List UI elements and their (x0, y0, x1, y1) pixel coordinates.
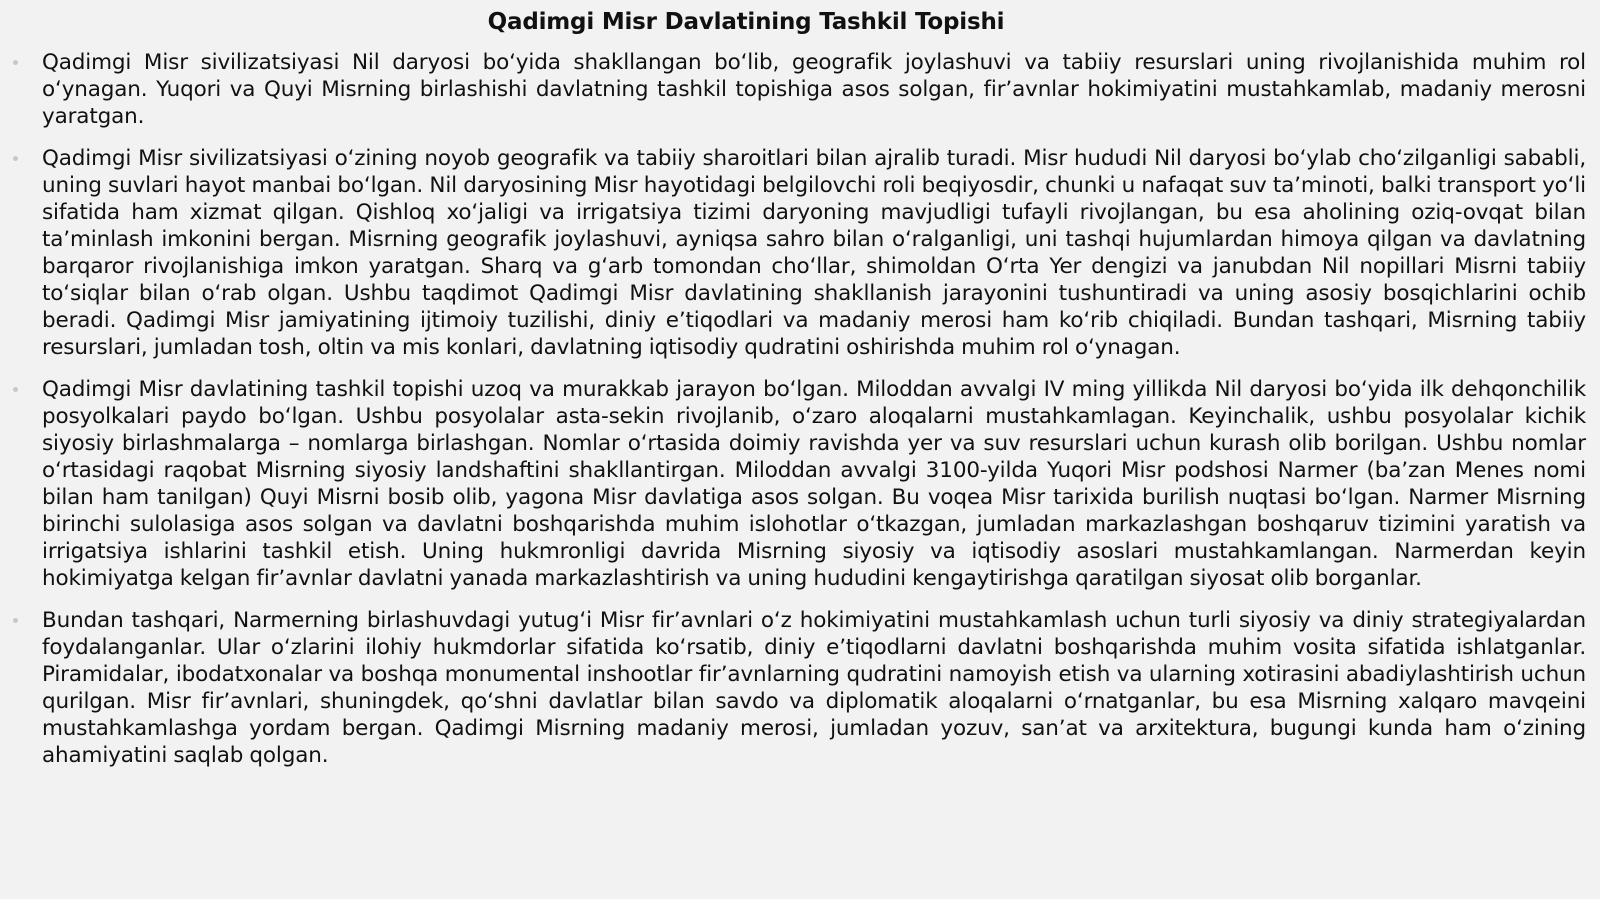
bullet-item-3 (0, 376, 1600, 592)
slide-title: Qadimgi Misr Davlatining Tashkil Topishi (487, 9, 1005, 35)
bullet-text: Qadimgi Misr sivilizatsiyasi oʻzining noyob geografik va tabiiy sharoitlari bilan ajralib turadi. Misr hududi Nil daryosi boʻylab choʻzilganligi sababli, uning suvlari hayot manbai boʻlgan. Nil daryosining Misr hayotidagi belgilovchi roli beqiyosdir, chunki u nafaqat suv taʼminoti, balki transport yoʻli sifatida ham xizmat qilgan. Qishloq xoʻjaligi va irrigatsiya tizimi daryoning mavjudligi tufayli rivojlangan, bu esa aholining oziq-ovqat bilan taʼminlash imkonini bergan. Misrning geografik joylashuvi, ayniqsa sahro bilan oʻralganligi, uni tashqi hujumlardan himoya qilgan va davlatning barqaror rivojlanishiga imkon yaratgan. Sharq va gʻarb tomondan choʻllar, shimoldan Oʻrta Yer dengizi va janubdan Nil nopillari Misrni tabiiy toʻsiqlar bilan oʻrab olgan. Ushbu taqdimot Qadimgi Misr davlatining shakllanish jarayonini tushuntiradi va uning asosiy bosqichlarini ochib beradi. Qadimgi Misr jamiyatining ijtimoiy tuzilishi, diniy eʼtiqodlari va madaniy merosi ham koʻrib chiqiladi. Bundan tashqari, Misrning tabiiy resurslari, jumladan tosh, oltin va mis konlari, davlatning iqtisodiy qudratini oshirishda muhim rol oʻynagan. (42, 146, 1586, 360)
bullet-dot-icon (13, 156, 18, 161)
bullet-text: Qadimgi Misr davlatining tashkil topishi uzoq va murakkab jarayon boʻlgan. Miloddan avvalgi IV ming yillikda Nil daryosi boʻyida ilk dehqonchilik posyolkalari paydo boʻlgan. Ushbu posyolalar asta-sekin rivojlanib, oʻzaro aloqalarni mustahkamlagan. Keyinchalik, ushbu posyolalar kichik siyosiy birlashmalarga – nomlarga birlashgan. Nomlar oʻrtasida doimiy ravishda yer va suv resurslari uchun kurash olib borilgan. Ushbu nomlar oʻrtasidagi raqobat Misrning siyosiy landshaftini shakllantirgan. Miloddan avvalgi 3100-yilda Yuqori Misr podshosi Narmer (baʼzan Menes nomi bilan ham tanilgan) Quyi Misrni bosib olib, yagona Misr davlatiga asos solgan. Bu voqea Misr tarixida burilish nuqtasi boʻlgan. Narmer Misrning birinchi sulolasiga asos solgan va davlatni boshqarishda muhim islohotlar oʻtkazgan, jumladan markazlashgan boshqaruv tizimini yaratish va irrigatsiya ishlarini tashkil etish. Uning hukmronligi davrida Misrning siyosiy va iqtisodiy asoslari mustahkamlangan. Narmerdan keyin hokimiyatga kelgan firʼavnlar davlatni yanada markazlashtirish va uning hududini kengaytirishga qaratilgan siyosat olib borganlar. (42, 377, 1586, 591)
bullet-text: Qadimgi Misr sivilizatsiyasi Nil daryosi boʻyida shakllangan boʻlib, geografik joylashuvi va tabiiy resurslari uning rivojlanishida muhim rol oʻynagan. Yuqori va Quyi Misrning birlashishi davlatning tashkil topishiga asos solgan, firʼavnlar hokimiyatini mustahkamlab, madaniy merosni yaratgan. (42, 50, 1586, 129)
bullet-item-1 (0, 49, 1600, 130)
bullet-item-4 (0, 607, 1600, 769)
bullet-list (0, 49, 1600, 784)
bullet-item-2 (0, 145, 1600, 361)
bullet-dot-icon (13, 60, 18, 65)
bullet-dot-icon (13, 387, 18, 392)
bullet-dot-icon (13, 618, 18, 623)
bullet-text: Bundan tashqari, Narmerning birlashuvdagi yutugʻi Misr firʼavnlari oʻz hokimiyatini mustahkamlash uchun turli siyosiy va diniy strategiyalardan foydalanganlar. Ular oʻzlarini ilohiy hukmdorlar sifatida koʻrsatib, diniy eʼtiqodlarni davlatni boshqarishda muhim vosita sifatida ishlatganlar. Piramidalar, ibodatxonalar va boshqa monumental inshootlar firʼavnlarning qudratini namoyish etish va ularning xotirasini abadiylashtirish uchun qurilgan. Misr firʼavnlari, shuningdek, qoʻshni davlatlar bilan savdo va diplomatik aloqalarni oʻrnatganlar, bu esa Misrning xalqaro mavqeini mustahkamlashga yordam bergan. Qadimgi Misrning madaniy merosi, jumladan yozuv, sanʼat va arxitektura, bugungi kunda ham oʻzining ahamiyatini saqlab qolgan. (42, 608, 1586, 768)
